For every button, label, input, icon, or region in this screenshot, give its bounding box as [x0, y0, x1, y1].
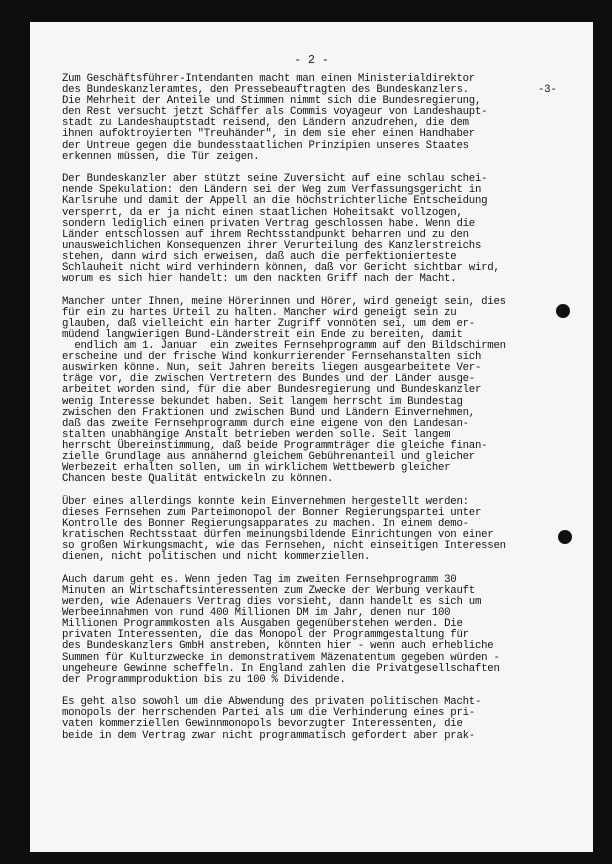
text-line: Chancen beste Qualität entwickeln zu können. — [62, 473, 334, 486]
text-line: nende Spekulation: den Ländern sei der Weg zum Verfassungsgericht in — [62, 184, 482, 197]
paragraph — [62, 497, 572, 564]
text-line: worum es sich hier handelt: um den nackten Griff nach der Macht. — [62, 273, 457, 286]
text-line: Länder entschlossen auf ihrem Rechtsstandpunkt beharren und zu den — [62, 228, 469, 241]
text-line: für ein zu hartes Urteil zu halten. Mancher wird geneigt sein zu — [62, 306, 457, 319]
text-line: erscheine und der frische Wind konkurrierender Fernsehanstalten sich — [62, 351, 482, 364]
text-line: auswirken könne. Nun, seit Jahren bereits liegen ausgearbeitete Ver- — [62, 362, 482, 375]
paragraph — [62, 74, 572, 163]
text-line: Schlauheit nicht wird verhindern können, daß vor Gericht sichtbar wird, — [62, 262, 500, 274]
text-line: Kontrolle des Bonner Regierungsapparates zu machen. In einem demo- — [62, 517, 469, 530]
continuation-mark: -3- — [538, 84, 557, 96]
text-line: Mancher unter Ihnen, meine Hörerinnen und Hörer, wird geneigt sein, dies — [62, 295, 506, 308]
text-line: kratischen Rechtsstaat dürfen meinungsbildende Einrichtungen von einer — [62, 529, 494, 542]
text-line: den Rest versucht jetzt Schäffer als Commis voyageur von Landeshaupt- — [62, 106, 488, 119]
paragraph — [62, 575, 572, 686]
paragraph — [62, 297, 572, 486]
text-line: Karlsruhe und damit der Appell an die höchstrichterliche Entscheidung — [62, 195, 488, 208]
text-line: Werbezeit erhalten sollen, um in wirklichem Wettbewerb gleicher — [62, 462, 451, 475]
punch-hole-upper — [556, 304, 570, 318]
text-line: des Bundeskanzlers GmbH anstreben, könnten hier - wenn auch erhebliche — [62, 640, 494, 653]
text-line: glauben, daß vielleicht ein harter Zugriff vonnöten sei, um dem er- — [62, 317, 475, 330]
text-line: vaten kommerziellen Gewinnmonopols bevorzugter Interessenten, die — [62, 718, 463, 731]
text-line: Werbeeinnahmen von rund 400 Millionen DM im Jahr, denen nur 100 — [62, 607, 451, 620]
text-line: so großen Wirkungsmacht, wie das Fernsehen, nicht einseitigen Interessen — [62, 540, 506, 553]
paragraph — [62, 174, 572, 285]
text-line: Minuten an Wirtschaftsinteressenten zum Zwecke der Werbung verkauft — [62, 584, 475, 597]
text-line: Über eines allerdings konnte kein Einvernehmen hergestellt werden: — [62, 495, 469, 508]
text-line: sondern lediglich einen privaten Vertrag geschlossen habe. Wenn die — [62, 217, 475, 230]
page-number: - 2 - — [294, 54, 329, 67]
document-body — [62, 74, 572, 753]
text-line: stadt zu Landeshauptstadt reisend, den Ländern anzudrehen, die dem — [62, 117, 469, 130]
text-line: unausweichlichen Konsequenzen ihrer Verurteilung des Kanzlerstreichs — [62, 239, 482, 252]
text-line: arbeitet worden sind, für die aber Bundesregierung und Bundeskanzler — [62, 384, 482, 397]
text-line: stalten unabhängige Anstalt betrieben werden solle. Seit langem — [62, 428, 451, 441]
text-line: Summen für Kulturzwecke in demonstrativem Mäzenatentum gegeben würden - — [62, 651, 500, 664]
text-line: der Untreue gegen die bundesstaatlichen Prinzipien unseres Staates — [62, 139, 469, 152]
text-line: dieses Fernsehen zum Parteimonopol der Bonner Regierungspartei unter — [62, 506, 482, 519]
text-line: müdend langwierigen Bund-Länderstreit ein Ende zu bereiten, damit — [62, 328, 463, 341]
text-line: träge vor, die zwischen Vertretern des Bundes und der Länder ausge- — [62, 373, 475, 386]
text-line: zielle Grundlage aus annähernd gleichem Gebührenanteil und gleicher — [62, 451, 475, 463]
text-line: beide in dem Vertrag zwar nicht programmatisch gefordert aber prak- — [62, 729, 475, 742]
text-line: versperrt, da er ja nicht einen staatlichen Hoheitsakt vollzogen, — [62, 206, 463, 219]
text-line: erkennen müssen, die Tür zeigen. — [62, 150, 260, 163]
text-line: herrscht Übereinstimmung, daß beide Programmträger die gleiche finan- — [62, 439, 488, 452]
text-line: Es geht also sowohl um die Abwendung des privaten politischen Macht- — [62, 696, 482, 709]
text-line: ungeheure Gewinne scheffeln. In England zahlen die Privatgesellschaften — [62, 662, 500, 675]
text-line: Die Mehrheit der Anteile und Stimmen nimmt sich die Bundesregierung, — [62, 95, 482, 108]
text-line: werden, wie Adenauers Vertrag dies vorsieht, dann handelt es sich um — [62, 596, 482, 609]
text-line: Millionen Programmkosten als Ausgaben gegenüberstehen werden. Die — [62, 618, 463, 631]
text-line: der Programmproduktion bis zu 100 % Dividende. — [62, 673, 346, 686]
text-line: endlich am 1. Januar ein zweites Fernsehprogramm auf den Bildschirmen — [62, 340, 506, 353]
text-line: monopols der herrschenden Partei als um die Verhinderung eines pri- — [62, 707, 475, 720]
text-line: wenig Interesse bekundet haben. Seit langem herrscht im Bundestag — [62, 395, 463, 408]
text-line: dienen, nicht politischen und nicht kommerziellen. — [62, 551, 371, 564]
text-line: Zum Geschäftsführer-Intendanten macht man einen Ministerialdirektor — [62, 73, 475, 85]
punch-hole-lower — [558, 530, 572, 544]
text-line: des Bundeskanzleramtes, den Pressebeauftragten des Bundeskanzlers. — [62, 84, 469, 97]
text-line: zwischen den Fraktionen und zwischen Bund und Ländern Einvernehmen, — [62, 406, 475, 419]
text-line: Auch darum geht es. Wenn jeden Tag im zweiten Fernsehprogramm 30 — [62, 573, 457, 586]
text-line: daß das zweite Fernsehprogramm durch eine eigene von den Landesan- — [62, 417, 469, 430]
text-line: ihnen aufoktroyierten "Treuhänder", in dem sie eher einen Handhaber — [62, 128, 475, 141]
text-line: stehen, dann wird sich erweisen, daß auch die perfektionierteste — [62, 250, 457, 263]
text-line: privaten Interessenten, die das Monopol der Programmgestaltung für — [62, 629, 469, 642]
text-line: Der Bundeskanzler aber stützt seine Zuversicht auf eine schlau schei- — [62, 173, 488, 186]
document-page — [30, 22, 593, 852]
